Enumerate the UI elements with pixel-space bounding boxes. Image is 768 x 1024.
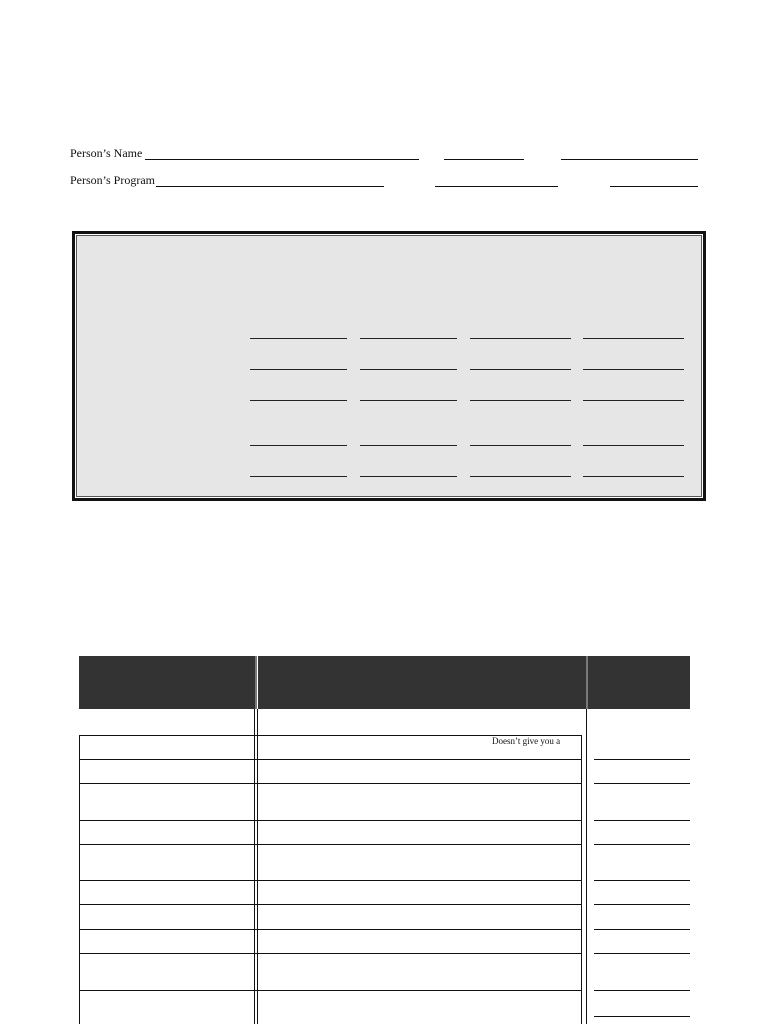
- name-row-field-3[interactable]: [561, 159, 698, 160]
- summary-blank-r1-c4[interactable]: [583, 338, 684, 339]
- table-score-blank-4[interactable]: [594, 844, 690, 845]
- summary-blank-r5-c2[interactable]: [360, 476, 457, 477]
- table-header-col-1: [79, 656, 255, 709]
- summary-blank-r2-c1[interactable]: [250, 369, 347, 370]
- table-row-line-6: [79, 880, 582, 881]
- summary-blank-r3-c2[interactable]: [360, 400, 457, 401]
- table-header-divider-1: [255, 656, 257, 709]
- table-score-blank-9[interactable]: [594, 990, 690, 991]
- table-score-blank-1[interactable]: [594, 759, 690, 760]
- table-score-blank-7[interactable]: [594, 929, 690, 930]
- program-row-field-2[interactable]: [435, 186, 558, 187]
- persons-name-label: Person’s Name: [70, 146, 143, 160]
- table-score-blank-8[interactable]: [594, 953, 690, 954]
- table-row-line-5: [79, 844, 582, 845]
- summary-blank-r1-c2[interactable]: [360, 338, 457, 339]
- summary-blank-r3-c3[interactable]: [470, 400, 571, 401]
- table-row-line-2: [79, 759, 582, 760]
- summary-blank-r5-c3[interactable]: [470, 476, 571, 477]
- summary-blank-r5-c1[interactable]: [250, 476, 347, 477]
- table-row-line-7: [79, 904, 582, 905]
- summary-blank-r4-c3[interactable]: [470, 445, 571, 446]
- table-row-line-8: [79, 929, 582, 930]
- table-col-divider-1b: [257, 709, 258, 1024]
- summary-blank-r2-c4[interactable]: [583, 369, 684, 370]
- table-header-col-3: [588, 656, 690, 709]
- summary-blank-r1-c1[interactable]: [250, 338, 347, 339]
- persons-name-input[interactable]: [145, 159, 419, 160]
- summary-blank-r4-c2[interactable]: [360, 445, 457, 446]
- table-col-divider-2b: [586, 709, 587, 1024]
- summary-blank-r5-c4[interactable]: [583, 476, 684, 477]
- table-row-line-4: [79, 820, 582, 821]
- table-header-col-2: [258, 656, 586, 709]
- program-row-field-3[interactable]: [610, 186, 698, 187]
- persons-program-label: Person’s Program: [70, 173, 155, 187]
- table-header-divider-2: [586, 656, 588, 709]
- summary-box: [72, 231, 706, 501]
- table-score-blank-5[interactable]: [594, 880, 690, 881]
- table-row-line-9: [79, 953, 582, 954]
- table-score-blank-3[interactable]: [594, 820, 690, 821]
- table-row-line-3: [79, 783, 582, 784]
- table-col-divider-1a: [254, 709, 255, 1024]
- summary-blank-r3-c1[interactable]: [250, 400, 347, 401]
- persons-program-input[interactable]: [156, 186, 384, 187]
- table-cell-note: Doesn’t give you a: [492, 736, 561, 746]
- summary-blank-r2-c2[interactable]: [360, 369, 457, 370]
- table-score-blank-2[interactable]: [594, 783, 690, 784]
- summary-blank-r3-c4[interactable]: [583, 400, 684, 401]
- summary-blank-r2-c3[interactable]: [470, 369, 571, 370]
- table-row-line-10: [79, 990, 582, 991]
- summary-blank-r1-c3[interactable]: [470, 338, 571, 339]
- summary-blank-r4-c4[interactable]: [583, 445, 684, 446]
- table-score-blank-6[interactable]: [594, 904, 690, 905]
- name-row-field-2[interactable]: [444, 159, 524, 160]
- summary-blank-r4-c1[interactable]: [250, 445, 347, 446]
- table-score-blank-10[interactable]: [594, 1016, 690, 1017]
